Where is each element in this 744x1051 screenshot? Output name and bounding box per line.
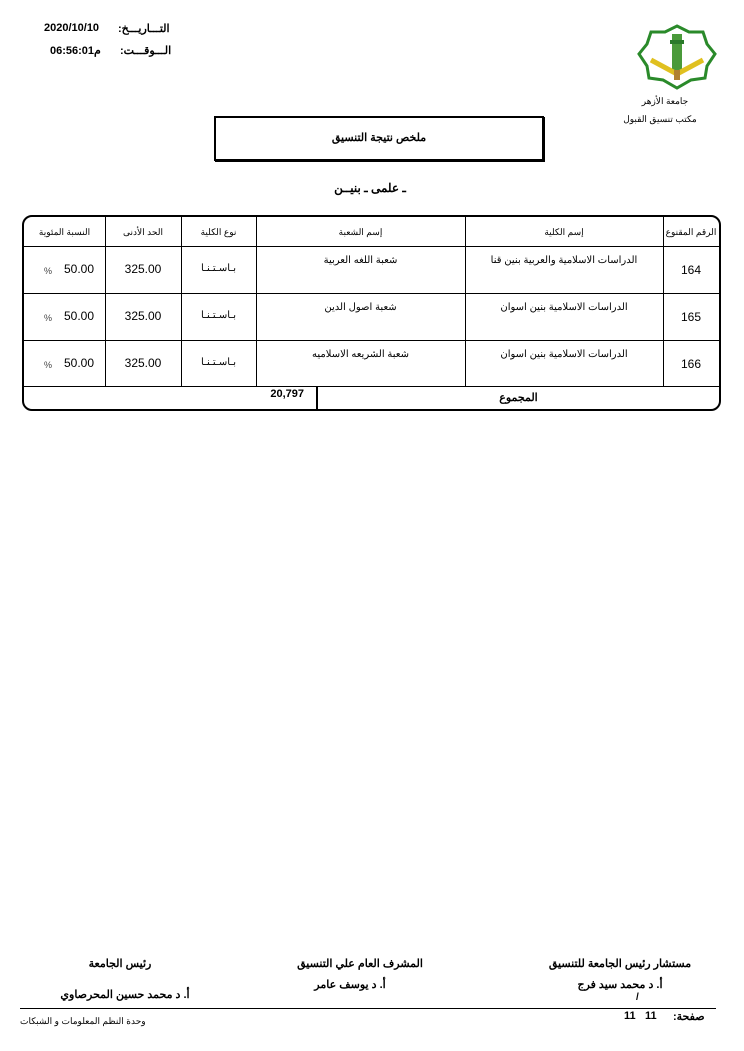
row-faculty: الدراسات الاسلامية والعربية بنين قنا bbox=[490, 255, 638, 266]
row-code: 166 bbox=[680, 357, 702, 371]
time-value: م06:56:01 bbox=[50, 45, 101, 57]
signature-title: المشرف العام علي التنسيق bbox=[297, 958, 423, 970]
signature-name: أ. د يوسف عامر bbox=[314, 979, 386, 991]
date-label: التـــاريـــخ: bbox=[118, 23, 170, 35]
signature-extra: / bbox=[636, 992, 639, 1003]
total-value: 20,797 bbox=[270, 388, 304, 400]
percent-sign: % bbox=[44, 266, 53, 276]
row-division: شعبة اصول الدين bbox=[324, 302, 397, 313]
title-box bbox=[214, 116, 544, 161]
row-type: بـاسـتـنـا bbox=[200, 263, 236, 274]
page-total: 11 bbox=[624, 1010, 636, 1022]
row-type: بـاسـتـنـا bbox=[200, 357, 236, 368]
header-code: الرقم المقنوع bbox=[665, 227, 717, 237]
time-label: الـــوقـــت: bbox=[120, 45, 172, 57]
signature-name: أ. د محمد سيد فرج bbox=[577, 979, 663, 991]
subtitle: ـ علمى ـ بنيــن bbox=[334, 181, 406, 195]
row-min: 325.00 bbox=[124, 356, 162, 370]
header-min: الحد الأدنى bbox=[123, 227, 163, 237]
page-title: ملخص نتيجة التنسيق bbox=[331, 132, 427, 144]
unit-name: وحدة النظم المعلومات و الشبكات bbox=[20, 1016, 146, 1026]
footer-divider bbox=[20, 1008, 716, 1009]
header-percent: النسبة المئوية bbox=[38, 227, 91, 237]
row-min: 325.00 bbox=[124, 262, 162, 276]
signature-title: رئيس الجامعة bbox=[88, 958, 152, 970]
row-min: 325.00 bbox=[124, 309, 162, 323]
signature-name: أ. د محمد حسين المحرصاوي bbox=[60, 989, 190, 1001]
page-label: صفحة: bbox=[673, 1011, 705, 1023]
row-percent: 50.00 bbox=[64, 262, 95, 276]
row-percent: 50.00 bbox=[64, 356, 95, 370]
date-value: 2020/10/10 bbox=[44, 22, 100, 34]
row-division: شعبة اللغه العربية bbox=[323, 255, 398, 266]
row-code: 164 bbox=[680, 263, 702, 277]
university-name: جامعة الأزهر bbox=[641, 96, 689, 106]
office-name: مكتب تنسيق القبول bbox=[623, 114, 697, 124]
results-table bbox=[22, 215, 721, 411]
header-type: نوع الكلية bbox=[200, 227, 237, 237]
total-label: المجموع bbox=[499, 392, 538, 404]
row-type: بـاسـتـنـا bbox=[200, 310, 236, 321]
page-number: 11 bbox=[645, 1010, 657, 1022]
university-logo bbox=[637, 22, 717, 90]
percent-sign: % bbox=[44, 360, 53, 370]
percent-sign: % bbox=[44, 313, 53, 323]
header-division: إسم الشعبة bbox=[338, 227, 383, 237]
row-code: 165 bbox=[680, 310, 702, 324]
row-percent: 50.00 bbox=[64, 309, 95, 323]
row-faculty: الدراسات الاسلامية بنين اسوان bbox=[500, 302, 628, 313]
signature-title: مستشار رئيس الجامعة للتنسيق bbox=[548, 958, 692, 970]
header-faculty: إسم الكلية bbox=[544, 227, 584, 237]
row-division: شعبة الشريعه الاسلاميه bbox=[312, 349, 409, 360]
row-faculty: الدراسات الاسلامية بنين اسوان bbox=[500, 349, 628, 360]
